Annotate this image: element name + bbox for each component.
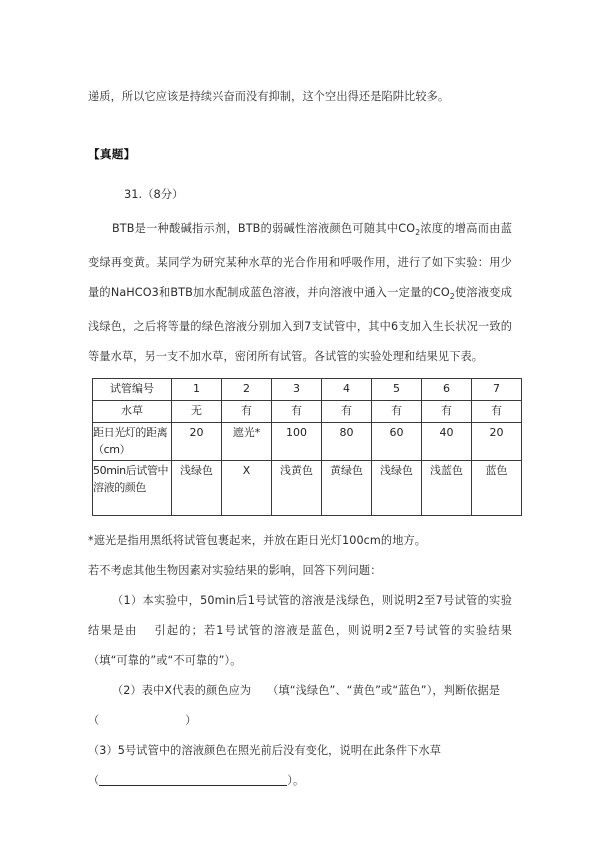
question-stem [88,214,512,372]
table-cell: 2 [222,379,272,401]
row-header-tube-number: 试管编号 [93,379,172,401]
table-cell: 1 [172,379,222,401]
question-2-text-a: （2）表中X代表的颜色应为 [112,684,252,698]
spacer [88,112,512,144]
question-3-close-paren: ）。 [287,774,305,788]
stem-text-a: BTB是一种酸碱指示剂，BTB的弱碱性溶液颜色可随其中CO [112,222,416,235]
table-row [93,461,522,516]
question-3-answer-row [88,766,512,796]
question-2 [88,676,512,706]
table-cell: 有 [322,401,372,423]
table-cell: 浅蓝色 [422,461,472,516]
table-cell: 80 [322,423,372,461]
section-heading: 【真题】 [88,147,136,161]
table-cell: 4 [322,379,372,401]
table-cell: 40 [422,423,472,461]
table-footnote: *遮光是指用黑纸将试管包裹起来，并放在距日光灯100cm的地方。 [88,534,427,548]
answer-instruction: 若不考虑其他生物因素对实验结果的影响，回答下列问题： [88,564,382,578]
table-cell: 20 [172,423,222,461]
question-1 [88,586,512,676]
table-cell: 20 [472,423,522,461]
co2-subscript-2: 2 [449,292,455,302]
table-cell: 6 [422,379,472,401]
table-cell: 蓝色 [472,461,522,516]
stem-text-b: 浓度的增高而由蓝变绿再变黄。某同学为研究某种水草的光合作用和呼吸作用，进行了如下实验：用少量的NaHCO3和BTB加水配制成蓝色溶液，并向溶液中通入一定量的CO [88,222,512,300]
table-cell: 浅黄色 [272,461,322,516]
experiment-table [92,378,522,516]
table-row [93,423,522,461]
table-row [93,379,522,401]
spacer [88,204,512,214]
question-3-open-paren: （ [88,774,100,788]
spacer [88,516,512,526]
question-1-text-b: 引起的；若1号试管的溶液是蓝色，则说明2至7号试管的实验结果（填“可靠的”或“不可靠的”）。 [88,624,512,668]
table-cell: 3 [272,379,322,401]
experiment-table-wrap [92,378,512,516]
row-header-solution-color: 50min后试管中溶液的颜色 [93,464,169,495]
top-paragraph: 递质，所以它应该是持续兴奋而没有抑制，这个空出得还是陷阱比较多。 [88,90,450,103]
table-cell: 5 [372,379,422,401]
table-cell: 有 [272,401,322,423]
question-2-answer-row [88,706,512,736]
spacer [88,164,512,184]
question-2-open-paren: （ [88,714,100,728]
document-content [88,82,512,796]
question-number: 31.（8分） [124,187,184,201]
table-row [93,401,522,423]
table-cell: 遮光* [222,423,272,461]
stem-text-c: 使溶液变成浅绿色，之后将等量的绿色溶液分别加入到7支试管中，其中6支加入生长状况一致的等量水草，另一支不加水草，密闭所有试管。各试管的实验处理和结果见下表。 [88,286,512,364]
question-2-text-b: （填“浅绿色”、“黄色”或“蓝色”），判断依据是 [267,684,501,698]
table-cell: 黄绿色 [322,461,372,516]
question-3: （3）5号试管中的溶液颜色在照光前后没有变化，说明在此条件下水草 [88,744,442,758]
table-cell: 无 [172,401,222,423]
co2-subscript-1: 2 [415,228,421,238]
table-cell: X [222,461,272,516]
table-cell: 浅绿色 [172,461,222,516]
table-cell: 有 [472,401,522,423]
table-cell: 有 [372,401,422,423]
table-cell: 7 [472,379,522,401]
question-2-close-paren: ） [185,714,197,728]
table-cell: 60 [372,423,422,461]
table-cell: 100 [272,423,322,461]
table-cell: 有 [222,401,272,423]
question-1-text-a: （1）本实验中，50min后1号试管的溶液是浅绿色，则说明2至7号试管的实验结果是由 [88,594,512,638]
table-cell: 有 [422,401,472,423]
row-header-waterweed: 水草 [93,401,172,423]
row-header-distance: 距日光灯的距离（cm） [93,426,168,457]
table-cell: 浅绿色 [372,461,422,516]
question-3-answer-blank[interactable] [99,772,287,786]
